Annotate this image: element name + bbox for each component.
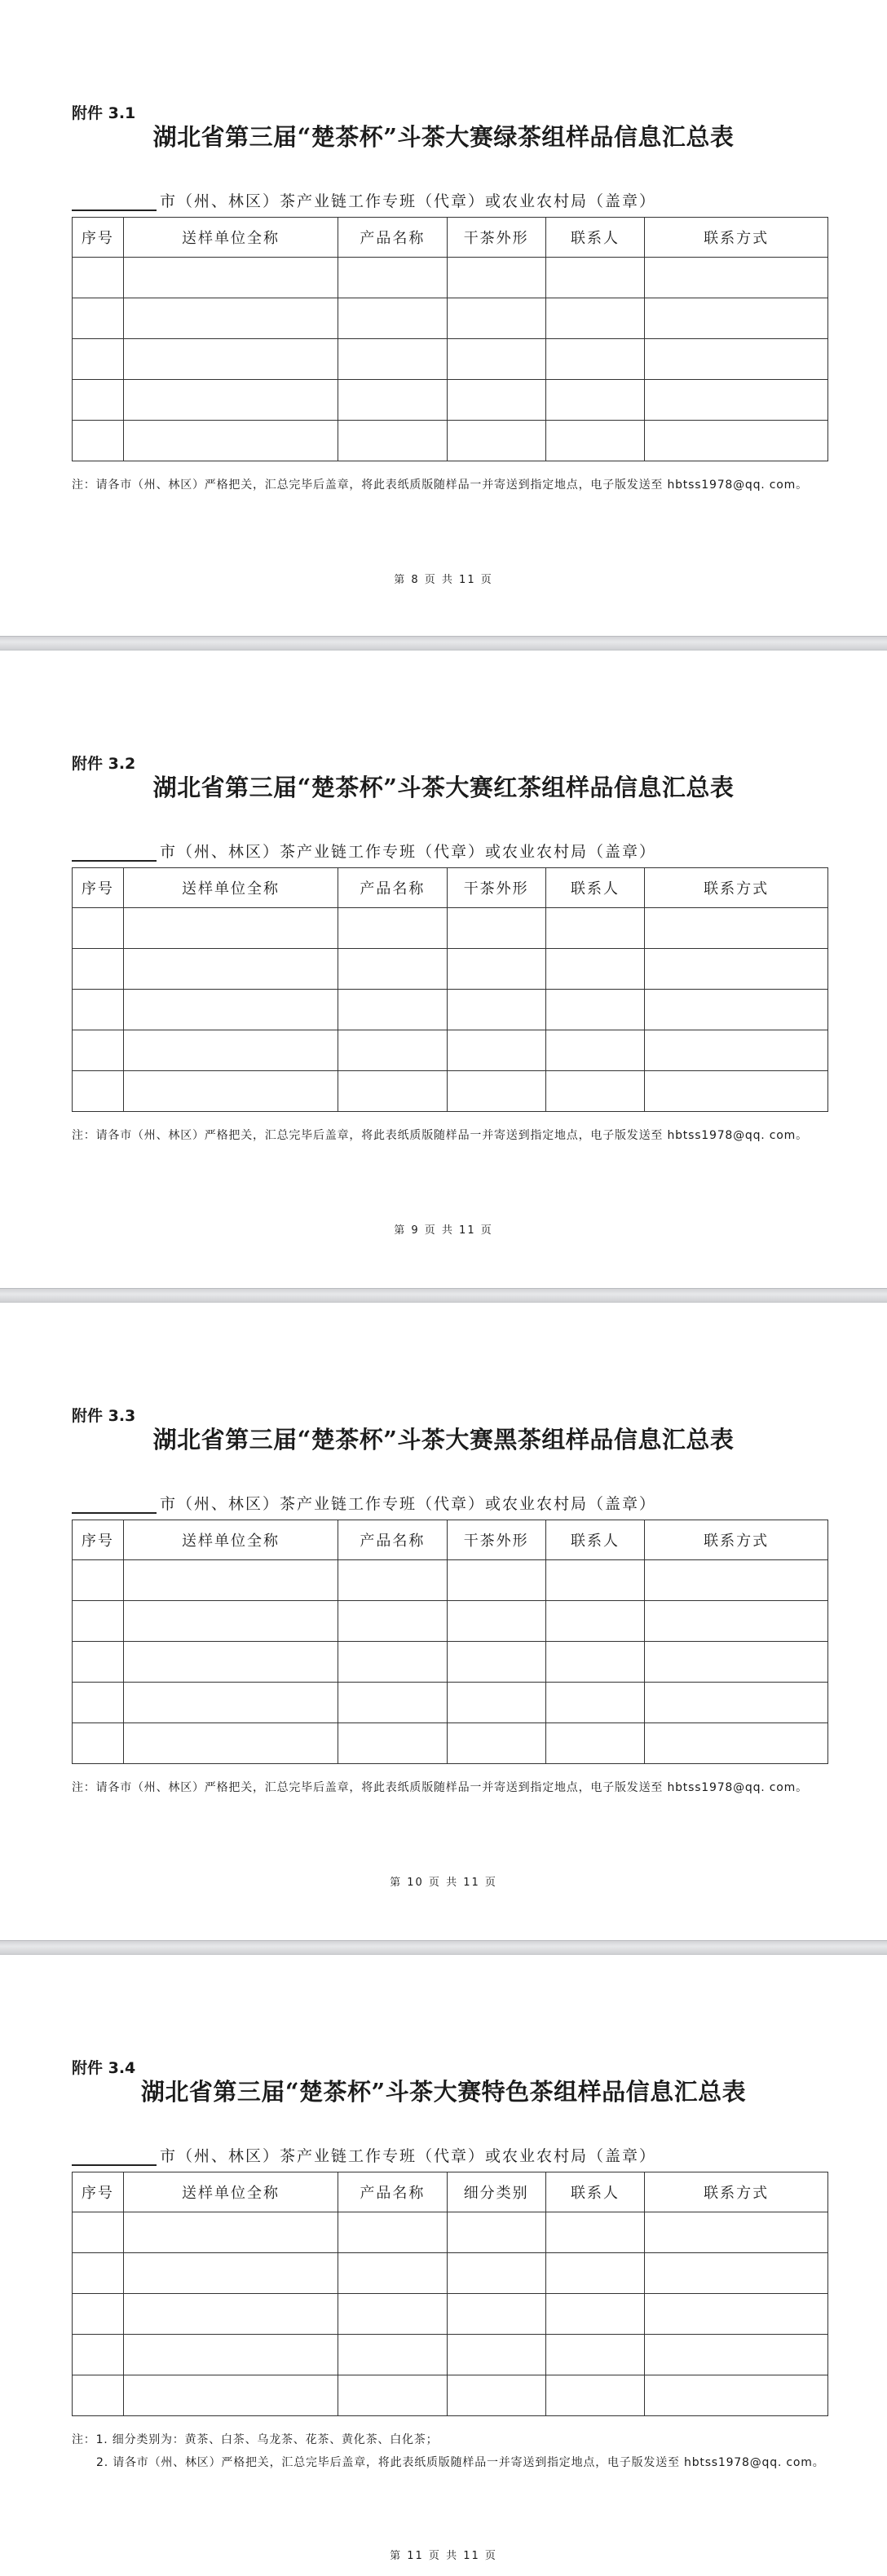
table-row (73, 1723, 828, 1764)
table-cell (338, 1723, 447, 1764)
header-product-name: 产品名称 (338, 868, 447, 908)
table-cell (123, 1030, 338, 1071)
header-product-name: 产品名称 (338, 1520, 447, 1560)
header-unit-name: 送样单位全称 (123, 218, 338, 258)
subtitle-line (72, 189, 656, 211)
table-row (73, 339, 828, 380)
table-note-2: 2. 请各市（州、林区）严格把关，汇总完毕后盖章，将此表纸质版随样品一并寄送到指定地点，电子版发送至 hbtss1978@qq. com。 (96, 2456, 825, 2469)
table-cell (73, 908, 124, 949)
table-cell (338, 2294, 447, 2335)
subtitle-text: 市（州、林区）茶产业链工作专班（代章）或农业农村局（盖章） (160, 843, 657, 861)
subtitle-line (72, 840, 656, 862)
table-cell (123, 949, 338, 990)
table-cell (338, 258, 447, 298)
table-header-row (73, 1520, 828, 1560)
header-index: 序号 (73, 1520, 124, 1560)
page-title: 湖北省第三届“楚茶杯”斗茶大赛黑茶组样品信息汇总表 (152, 1426, 735, 1453)
table-cell (338, 1030, 447, 1071)
page-number: 第 8 页 共 11 页 (394, 574, 493, 586)
table-cell (123, 1601, 338, 1642)
table-cell (73, 2294, 124, 2335)
table-cell (123, 2253, 338, 2294)
table-row (73, 1601, 828, 1642)
table-cell (545, 1642, 644, 1683)
table-cell (645, 990, 828, 1030)
table-cell (338, 949, 447, 990)
table-cell (73, 298, 124, 339)
table-header-row (73, 218, 828, 258)
table-cell (545, 1723, 644, 1764)
table-cell (338, 2375, 447, 2416)
page-title: 湖北省第三届“楚茶杯”斗茶大赛绿茶组样品信息汇总表 (152, 123, 735, 151)
table-row (73, 2212, 828, 2253)
table-cell (123, 339, 338, 380)
table-cell (545, 908, 644, 949)
table-cell (447, 298, 545, 339)
table-cell (73, 1642, 124, 1683)
table-row (73, 380, 828, 421)
document-page-11 (0, 1955, 887, 2576)
fill-in-blank (72, 2148, 157, 2166)
table-cell (645, 2212, 828, 2253)
table-row (73, 908, 828, 949)
table-cell (447, 339, 545, 380)
table-cell (338, 2335, 447, 2375)
table-cell (545, 1071, 644, 1112)
table-cell (645, 908, 828, 949)
table-cell (338, 298, 447, 339)
table-cell (338, 1560, 447, 1601)
header-contact: 联系人 (545, 218, 644, 258)
document-page-9 (0, 651, 887, 1288)
table-header-row (73, 868, 828, 908)
table-cell (123, 1071, 338, 1112)
table-cell (447, 1723, 545, 1764)
fill-in-blank (72, 193, 157, 211)
table-cell (447, 2375, 545, 2416)
table-cell (73, 1030, 124, 1071)
table-cell (338, 2253, 447, 2294)
subtitle-line (72, 2144, 656, 2166)
table-note-1: 注：1. 细分类别为：黄茶、白茶、乌龙茶、花茶、黄化茶、白化茶； (72, 2433, 439, 2446)
table-cell (645, 1030, 828, 1071)
sample-info-table (72, 1520, 828, 1764)
page-number: 第 10 页 共 11 页 (390, 1877, 497, 1889)
table-cell (645, 2253, 828, 2294)
table-cell (338, 421, 447, 461)
table-row (73, 1683, 828, 1723)
table-cell (447, 2335, 545, 2375)
header-appearance: 干茶外形 (447, 868, 545, 908)
table-cell (123, 2375, 338, 2416)
table-cell (645, 1683, 828, 1723)
page-number: 第 11 页 共 11 页 (390, 2550, 497, 2562)
table-row (73, 298, 828, 339)
table-row (73, 421, 828, 461)
table-cell (73, 990, 124, 1030)
table-cell (123, 1642, 338, 1683)
table-cell (645, 2375, 828, 2416)
table-cell (123, 1683, 338, 1723)
document-page-8 (0, 0, 887, 636)
table-cell (73, 339, 124, 380)
table-cell (545, 990, 644, 1030)
table-cell (645, 258, 828, 298)
fill-in-blank (72, 844, 157, 862)
table-cell (645, 339, 828, 380)
table-cell (123, 2294, 338, 2335)
header-subcategory: 细分类别 (447, 2172, 545, 2212)
table-cell (545, 1601, 644, 1642)
table-cell (447, 1683, 545, 1723)
table-cell (545, 1030, 644, 1071)
header-index: 序号 (73, 2172, 124, 2212)
header-contact: 联系人 (545, 1520, 644, 1560)
table-cell (645, 949, 828, 990)
table-cell (545, 298, 644, 339)
table-cell (73, 1723, 124, 1764)
table-cell (73, 1601, 124, 1642)
header-unit-name: 送样单位全称 (123, 2172, 338, 2212)
document-page-10 (0, 1303, 887, 1940)
table-cell (545, 2253, 644, 2294)
table-cell (645, 1560, 828, 1601)
table-cell (545, 2294, 644, 2335)
table-cell (545, 949, 644, 990)
table-cell (73, 380, 124, 421)
table-cell (338, 908, 447, 949)
table-cell (73, 258, 124, 298)
sample-info-table (72, 2172, 828, 2416)
table-cell (123, 908, 338, 949)
table-cell (73, 421, 124, 461)
table-cell (73, 2375, 124, 2416)
header-contact-info: 联系方式 (645, 2172, 828, 2212)
table-cell (123, 990, 338, 1030)
table-cell (123, 258, 338, 298)
table-cell (645, 1601, 828, 1642)
attachment-label: 附件 3.3 (72, 1407, 136, 1425)
table-cell (447, 1642, 545, 1683)
table-row (73, 949, 828, 990)
table-cell (545, 380, 644, 421)
header-appearance: 干茶外形 (447, 1520, 545, 1560)
page-separator (0, 1940, 887, 1955)
table-cell (545, 339, 644, 380)
table-cell (645, 1071, 828, 1112)
header-unit-name: 送样单位全称 (123, 868, 338, 908)
table-row (73, 2375, 828, 2416)
table-cell (73, 2335, 124, 2375)
table-cell (645, 298, 828, 339)
table-cell (338, 1642, 447, 1683)
table-cell (447, 1071, 545, 1112)
table-cell (123, 2212, 338, 2253)
table-row (73, 1560, 828, 1601)
page-title: 湖北省第三届“楚茶杯”斗茶大赛特色茶组样品信息汇总表 (140, 2078, 747, 2106)
table-cell (447, 949, 545, 990)
sample-info-table (72, 867, 828, 1112)
table-cell (545, 1683, 644, 1723)
table-note: 注：请各市（州、林区）严格把关，汇总完毕后盖章，将此表纸质版随样品一并寄送到指定地点，电子版发送至 hbtss1978@qq. com。 (72, 1781, 808, 1794)
subtitle-text: 市（州、林区）茶产业链工作专班（代章）或农业农村局（盖章） (160, 1495, 657, 1513)
table-row (73, 2253, 828, 2294)
table-cell (338, 990, 447, 1030)
table-cell (123, 1723, 338, 1764)
table-cell (73, 2212, 124, 2253)
header-product-name: 产品名称 (338, 218, 447, 258)
table-row (73, 1071, 828, 1112)
header-contact: 联系人 (545, 2172, 644, 2212)
table-cell (447, 990, 545, 1030)
table-cell (338, 1071, 447, 1112)
table-header-row (73, 2172, 828, 2212)
table-cell (545, 421, 644, 461)
attachment-label: 附件 3.1 (72, 104, 136, 122)
table-cell (338, 2212, 447, 2253)
page-number: 第 9 页 共 11 页 (394, 1224, 493, 1237)
table-cell (73, 1683, 124, 1723)
header-contact-info: 联系方式 (645, 1520, 828, 1560)
sample-info-table (72, 217, 828, 461)
table-row (73, 990, 828, 1030)
table-row (73, 258, 828, 298)
table-row (73, 2294, 828, 2335)
table-cell (447, 2212, 545, 2253)
table-note: 注：请各市（州、林区）严格把关，汇总完毕后盖章，将此表纸质版随样品一并寄送到指定地点，电子版发送至 hbtss1978@qq. com。 (72, 1129, 808, 1142)
header-index: 序号 (73, 868, 124, 908)
table-cell (545, 2335, 644, 2375)
table-cell (447, 1560, 545, 1601)
table-cell (545, 1560, 644, 1601)
table-cell (645, 1723, 828, 1764)
table-row (73, 2335, 828, 2375)
table-cell (123, 2335, 338, 2375)
table-cell (338, 339, 447, 380)
table-cell (447, 2294, 545, 2335)
table-cell (645, 380, 828, 421)
table-cell (447, 1601, 545, 1642)
table-cell (545, 2375, 644, 2416)
table-cell (338, 380, 447, 421)
table-cell (645, 421, 828, 461)
table-cell (73, 949, 124, 990)
header-contact-info: 联系方式 (645, 218, 828, 258)
subtitle-text: 市（州、林区）茶产业链工作专班（代章）或农业农村局（盖章） (160, 192, 657, 210)
table-row (73, 1642, 828, 1683)
header-contact: 联系人 (545, 868, 644, 908)
table-cell (338, 1683, 447, 1723)
table-cell (123, 1560, 338, 1601)
table-cell (73, 1560, 124, 1601)
header-index: 序号 (73, 218, 124, 258)
header-product-name: 产品名称 (338, 2172, 447, 2212)
table-row (73, 1030, 828, 1071)
table-cell (645, 2335, 828, 2375)
table-cell (645, 1642, 828, 1683)
subtitle-line (72, 1492, 656, 1514)
attachment-label: 附件 3.2 (72, 755, 136, 773)
attachment-label: 附件 3.4 (72, 2059, 136, 2077)
table-cell (73, 1071, 124, 1112)
table-note: 注：请各市（州、林区）严格把关，汇总完毕后盖章，将此表纸质版随样品一并寄送到指定地点，电子版发送至 hbtss1978@qq. com。 (72, 479, 808, 492)
header-appearance: 干茶外形 (447, 218, 545, 258)
table-cell (338, 1601, 447, 1642)
table-cell (545, 258, 644, 298)
page-separator (0, 1288, 887, 1303)
page-title: 湖北省第三届“楚茶杯”斗茶大赛红茶组样品信息汇总表 (152, 774, 735, 801)
header-unit-name: 送样单位全称 (123, 1520, 338, 1560)
fill-in-blank (72, 1496, 157, 1514)
table-cell (447, 908, 545, 949)
header-contact-info: 联系方式 (645, 868, 828, 908)
table-cell (123, 298, 338, 339)
subtitle-text: 市（州、林区）茶产业链工作专班（代章）或农业农村局（盖章） (160, 2147, 657, 2165)
table-cell (123, 380, 338, 421)
table-cell (447, 1030, 545, 1071)
table-cell (645, 2294, 828, 2335)
table-cell (447, 2253, 545, 2294)
table-cell (545, 2212, 644, 2253)
table-cell (447, 258, 545, 298)
table-cell (447, 421, 545, 461)
table-cell (447, 380, 545, 421)
table-cell (123, 421, 338, 461)
table-cell (73, 2253, 124, 2294)
page-separator (0, 636, 887, 651)
